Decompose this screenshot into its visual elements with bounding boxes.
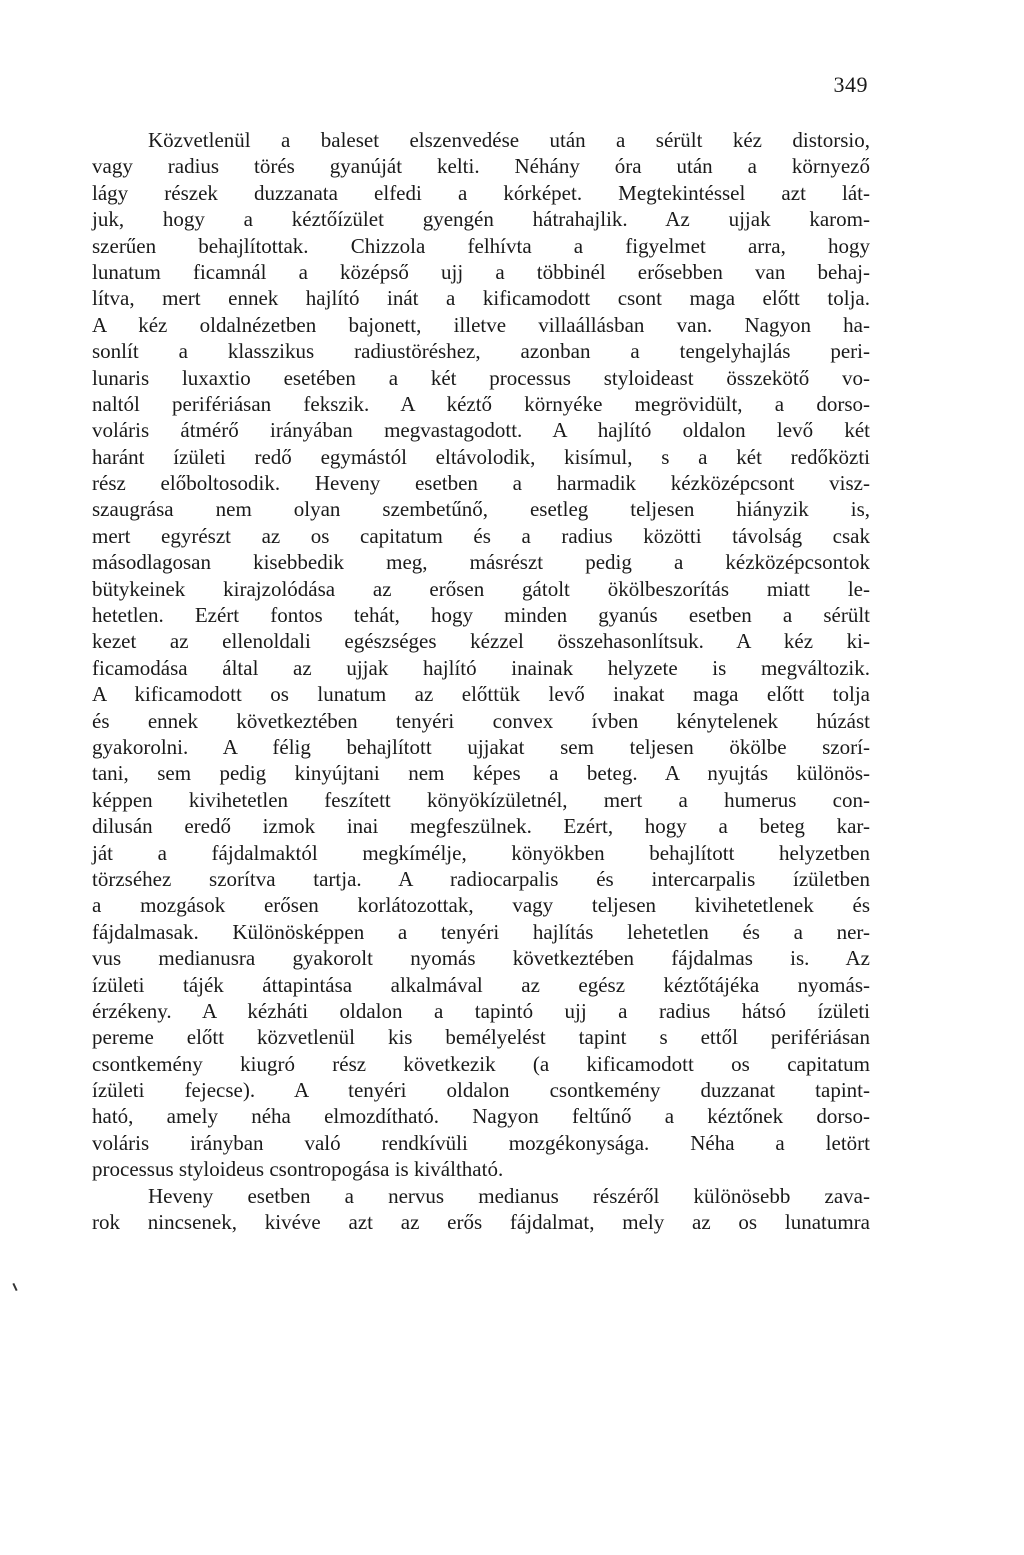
text-line: ját a fájdalmaktól megkímélje, könyökben behajlított helyzetben bbox=[92, 840, 870, 865]
text-line: érzékeny. A kézháti oldalon a tapintó ujj a radius hátsó ízületi bbox=[92, 998, 870, 1023]
text-line: pereme előtt közvetlenül kis bemélyelést tapint s ettől perifériásan bbox=[92, 1025, 870, 1050]
text-line: processus styloideus csontropogása is kiváltható. bbox=[92, 1157, 504, 1182]
text-line: Heveny esetben a nervus medianus részéről különösebb zava- bbox=[148, 1183, 870, 1208]
page-number: 349 bbox=[833, 72, 868, 97]
text-line: gyakorolni. A félig behajlított ujjakat sem teljesen ökölbe szorí- bbox=[92, 734, 870, 759]
text-line: haránt ízületi redő egymástól eltávolodik, kisímul, s a két redőközti bbox=[92, 444, 870, 469]
body-text bbox=[92, 127, 870, 1235]
text-line: voláris irányban való rendkívüli mozgékonysága. Néha a letört bbox=[92, 1130, 870, 1155]
text-line: törzséhez szorítva tartja. A radiocarpalis és intercarpalis ízületben bbox=[92, 866, 870, 891]
text-line: lunatum ficamnál a középső ujj a többinél erősebben van behaj- bbox=[92, 259, 870, 284]
text-line: csontkemény kiugró rész következik (a kificamodott os capitatum bbox=[92, 1051, 870, 1076]
text-line: vagy radius törés gyanúját kelti. Néhány óra után a környező bbox=[92, 154, 870, 179]
text-line: másodlagosan kisebbedik meg, másrészt pedig a kézközépcsontok bbox=[92, 550, 870, 575]
text-line: tani, sem pedig kinyújtani nem képes a beteg. A nyujtás különös- bbox=[92, 761, 870, 786]
text-line: rok nincsenek, kivéve azt az erős fájdalmat, mely az os lunatumra bbox=[92, 1210, 870, 1235]
text-line: vus medianusra gyakorolt nyomás következtében fájdalmas is. Az bbox=[92, 946, 870, 971]
text-line: lágy részek duzzanata elfedi a kórképet. Megtekintéssel azt lát- bbox=[92, 180, 870, 205]
text-line: A kéz oldalnézetben bajonett, illetve villaállásban van. Nagyon ha- bbox=[92, 312, 870, 337]
text-line: kezet az ellenoldali egészséges kézzel összehasonlítsuk. A kéz ki- bbox=[92, 629, 870, 654]
text-line: naltól perifériásan fekszik. A kéztő környéke megrövidült, a dorso- bbox=[92, 391, 870, 416]
text-line: rész előboltosodik. Heveny esetben a harmadik kézközépcsont visz- bbox=[92, 471, 870, 496]
text-line: juk, hogy a kéztőízület gyengén hátrahajlik. Az ujjak karom- bbox=[92, 207, 870, 232]
text-line: hetetlen. Ezért fontos tehát, hogy minden gyanús esetben a sérült bbox=[92, 603, 870, 628]
text-line: fájdalmasak. Különösképpen a tenyéri hajlítás lehetetlen és a ner- bbox=[92, 919, 870, 944]
text-line: mert egyrészt az os capitatum és a radius közötti távolság csak bbox=[92, 523, 870, 548]
text-line: a mozgások erősen korlátozottak, vagy teljesen kivihetetlenek és bbox=[92, 893, 870, 918]
text-line: és ennek következtében tenyéri convex ívben kénytelenek húzást bbox=[92, 708, 870, 733]
text-line: A kificamodott os lunatum az előttük levő inakat maga előtt tolja bbox=[92, 682, 870, 707]
text-line: voláris átmérő irányában megvastagodott. A hajlító oldalon levő két bbox=[92, 418, 870, 443]
text-line: bütykeinek kirajzolódása az erősen gátolt ökölbeszorítás miatt le- bbox=[92, 576, 870, 601]
text-line: dilusán eredő izmok inai megfeszülnek. Ezért, hogy a beteg kar- bbox=[92, 814, 870, 839]
text-line: ficamodása által az ujjak hajlító inainak helyzete is megváltozik. bbox=[92, 655, 870, 680]
text-line: szaugrása nem olyan szembetűnő, esetleg teljesen hiányzik is, bbox=[92, 497, 870, 522]
text-line: ízületi tájék áttapintása alkalmával az egész kéztőtájéka nyomás- bbox=[92, 972, 870, 997]
text-line: Közvetlenül a baleset elszenvedése után a sérült kéz distorsio, bbox=[148, 128, 870, 152]
text-line: szerűen behajlítottak. Chizzola felhívta a figyelmet arra, hogy bbox=[92, 233, 870, 258]
text-line: sonlít a klasszikus radiustöréshez, azonban a tengelyhajlás peri- bbox=[92, 339, 870, 364]
text-line: képpen kivihetetlen feszített könyökízületnél, mert a humerus con- bbox=[92, 787, 870, 812]
margin-mark bbox=[12, 1283, 17, 1291]
text-line: ható, amely néha elmozdítható. Nagyon feltűnő a kéztőnek dorso- bbox=[92, 1104, 870, 1129]
text-line: ízületi fejecse). A tenyéri oldalon csontkemény duzzanat tapint- bbox=[92, 1078, 870, 1103]
text-line: lítva, mert ennek hajlító inát a kificamodott csont maga előtt tolja. bbox=[92, 286, 870, 311]
text-line: lunaris luxaxtio esetében a két processus styloideast összekötő vo- bbox=[92, 365, 870, 390]
